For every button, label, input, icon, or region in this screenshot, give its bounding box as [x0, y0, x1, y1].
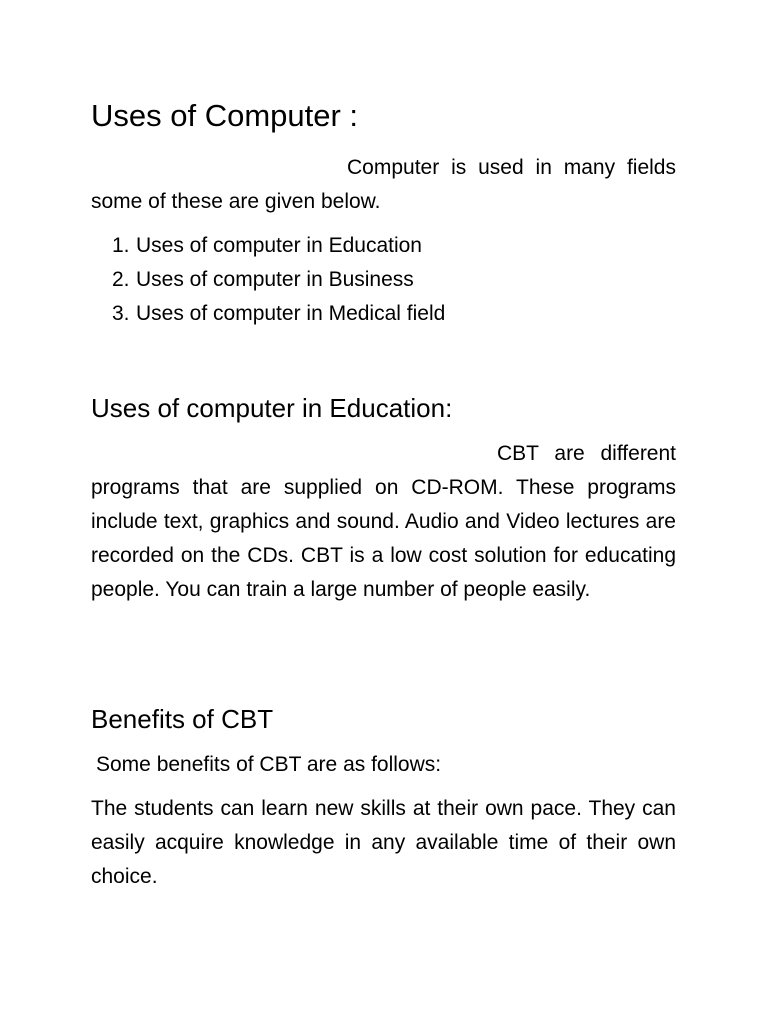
list-item-text: Uses of computer in Medical field	[136, 302, 446, 325]
list-item-text: Uses of computer in Business	[136, 268, 414, 291]
benefits-paragraph: The students can learn new skills at their own pace. They can easily acquire knowledge in any available time of their own choice.	[91, 797, 676, 888]
education-paragraph: CBT are different programs that are supplied on CD-ROM. These programs include text, graphics and sound. Audio and Video lectures are recorded on the CDs. CBT is a low cost solution for educating people. You can train a large number of people easily.	[91, 442, 676, 601]
list-item	[112, 229, 445, 263]
benefits-intro: Some benefits of CBT are as follows:	[96, 753, 442, 776]
list-item-number: 2.	[112, 268, 130, 291]
list-item-text: Uses of computer in Education	[136, 234, 422, 257]
list-item-number: 1.	[112, 234, 130, 257]
intro-paragraph: Computer is used in many fields some of these are given below.	[91, 156, 676, 213]
list-item	[112, 297, 445, 331]
list-item	[112, 263, 445, 297]
education-heading: Uses of computer in Education:	[91, 393, 453, 423]
uses-list	[112, 229, 445, 331]
page-title: Uses of Computer :	[91, 98, 359, 133]
list-item-number: 3.	[112, 302, 130, 325]
benefits-heading: Benefits of CBT	[91, 704, 274, 734]
